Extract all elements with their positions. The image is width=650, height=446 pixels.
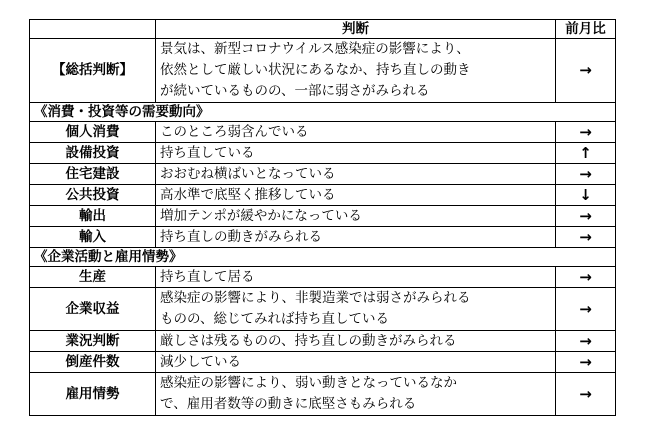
section-business-title: 《企業活動と雇用情勢》 bbox=[30, 248, 616, 267]
production-label: 生産 bbox=[30, 267, 156, 288]
row-label: 個人消費 bbox=[30, 122, 156, 143]
overall-text bbox=[156, 39, 556, 103]
row-text: おおむね横ばいとなっている bbox=[156, 164, 556, 185]
bankruptcy-row bbox=[30, 352, 616, 373]
header-blank-cell bbox=[30, 20, 156, 39]
bankruptcy-arrow: → bbox=[556, 352, 616, 373]
economic-assessment-table bbox=[29, 19, 616, 416]
row-text: 高水準で底堅く推移している bbox=[156, 185, 556, 206]
overall-line-1: 景気は、新型コロナウイルス感染症の影響により、 bbox=[160, 41, 470, 57]
section-business-row bbox=[30, 248, 616, 267]
table-row bbox=[30, 227, 616, 248]
table-row bbox=[30, 143, 616, 164]
row-arrow: → bbox=[556, 227, 616, 248]
bankruptcy-label: 倒産件数 bbox=[30, 352, 156, 373]
employment-arrow: → bbox=[556, 373, 616, 416]
header-month-on-month: 前月比 bbox=[556, 20, 616, 39]
profits-line-1: 感染症の影響により、非製造業では弱さがみられる bbox=[160, 290, 471, 306]
overall-label: 【総括判断】 bbox=[30, 39, 156, 103]
row-text: 増加テンポが緩やかになっている bbox=[156, 206, 556, 227]
employment-row bbox=[30, 373, 616, 416]
table-row bbox=[30, 122, 616, 143]
bankruptcy-text: 減少している bbox=[156, 352, 556, 373]
row-text: 持ち直しの動きがみられる bbox=[156, 227, 556, 248]
header-row bbox=[30, 20, 616, 39]
employment-line-1: 感染症の影響により、弱い動きとなっているなか bbox=[160, 375, 457, 391]
overall-line-3: が続いているものの、一部に弱さがみられる bbox=[160, 83, 430, 99]
row-arrow: → bbox=[556, 206, 616, 227]
row-arrow: ↓ bbox=[556, 185, 616, 206]
business-text: 厳しさは残るものの、持ち直しの動きがみられる bbox=[156, 331, 556, 352]
employment-label: 雇用情勢 bbox=[30, 373, 156, 416]
business-label: 業況判断 bbox=[30, 331, 156, 352]
employment-text bbox=[156, 373, 556, 416]
business-arrow: → bbox=[556, 331, 616, 352]
table-row bbox=[30, 206, 616, 227]
production-arrow: → bbox=[556, 267, 616, 288]
row-label: 設備投資 bbox=[30, 143, 156, 164]
row-arrow: ↑ bbox=[556, 143, 616, 164]
profits-label: 企業収益 bbox=[30, 288, 156, 331]
table-row bbox=[30, 185, 616, 206]
profits-text bbox=[156, 288, 556, 331]
business-conditions-row bbox=[30, 331, 616, 352]
row-label: 住宅建設 bbox=[30, 164, 156, 185]
row-arrow: → bbox=[556, 122, 616, 143]
production-text: 持ち直して居る bbox=[156, 267, 556, 288]
row-label: 輸出 bbox=[30, 206, 156, 227]
employment-line-2: で、雇用者数等の動きに底堅さもみられる bbox=[160, 396, 417, 412]
production-row bbox=[30, 267, 616, 288]
overall-row bbox=[30, 39, 616, 103]
overall-line-2: 依然として厳しい状況にあるなか、持ち直しの動き bbox=[160, 62, 471, 78]
profits-arrow: → bbox=[556, 288, 616, 331]
section-demand-title: 《消費・投資等の需要動向》 bbox=[30, 103, 616, 122]
profits-line-2: ものの、総じてみれば持ち直している bbox=[160, 311, 389, 327]
row-arrow: → bbox=[556, 164, 616, 185]
row-label: 輸入 bbox=[30, 227, 156, 248]
profits-row bbox=[30, 288, 616, 331]
row-text: 持ち直している bbox=[156, 143, 556, 164]
overall-arrow: → bbox=[556, 39, 616, 103]
header-judgment: 判断 bbox=[156, 20, 556, 39]
section-demand-row bbox=[30, 103, 616, 122]
row-label: 公共投資 bbox=[30, 185, 156, 206]
row-text: このところ弱含んでいる bbox=[156, 122, 556, 143]
table-row bbox=[30, 164, 616, 185]
